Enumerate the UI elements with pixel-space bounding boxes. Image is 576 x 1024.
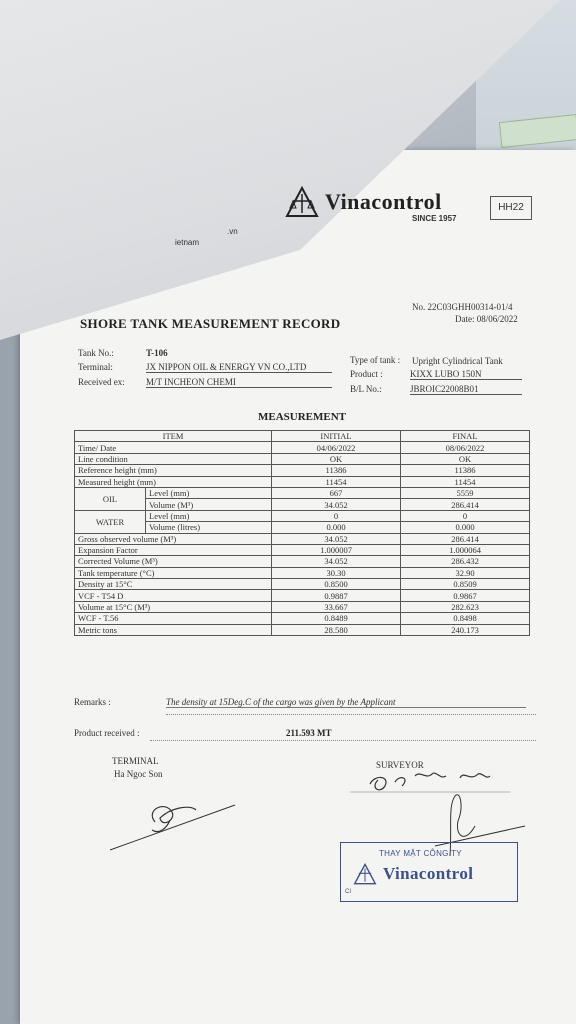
table-row bbox=[75, 556, 530, 567]
document-number: No. 22C03GHH00314-01/4 bbox=[412, 302, 513, 312]
remarks-line bbox=[166, 714, 536, 715]
table-row bbox=[75, 533, 530, 544]
company-stamp bbox=[340, 842, 518, 902]
final-value: 0 bbox=[401, 510, 530, 521]
water-group-label: WATER bbox=[75, 510, 146, 533]
final-value: 282.623 bbox=[401, 601, 530, 612]
terminal-sign-label: TERMINAL bbox=[112, 756, 159, 766]
initial-value: 28.580 bbox=[272, 624, 401, 635]
table-row bbox=[75, 624, 530, 635]
final-value: 5559 bbox=[401, 487, 530, 498]
row-label: Level (mm) bbox=[146, 487, 272, 498]
table-row bbox=[75, 567, 530, 578]
initial-value: 1.000007 bbox=[272, 544, 401, 555]
tank-no-label: Tank No.: bbox=[78, 348, 114, 358]
initial-value: 0.8500 bbox=[272, 579, 401, 590]
table-row bbox=[75, 465, 530, 476]
remarks-label: Remarks : bbox=[74, 697, 111, 707]
table-row bbox=[75, 476, 530, 487]
col-item: ITEM bbox=[75, 431, 272, 442]
table-row bbox=[75, 487, 530, 498]
stamp-top-text: THAY MẶT CÔNG TY bbox=[379, 849, 462, 858]
initial-value: OK bbox=[272, 453, 401, 464]
address-fragment-2: ietnam bbox=[175, 238, 200, 247]
terminal-signature bbox=[100, 790, 250, 860]
initial-value: 04/06/2022 bbox=[272, 442, 401, 453]
table-row bbox=[75, 442, 530, 453]
table-row bbox=[75, 601, 530, 612]
table-row bbox=[75, 453, 530, 464]
logo-text: Vinacontrol bbox=[325, 189, 442, 214]
row-label: Volume at 15°C (M³) bbox=[75, 601, 272, 612]
final-value: 0.000 bbox=[401, 522, 530, 533]
measurement-table bbox=[74, 430, 530, 636]
final-value: 0.8498 bbox=[401, 613, 530, 624]
initial-value: 667 bbox=[272, 487, 401, 498]
final-value: 286.414 bbox=[401, 499, 530, 510]
product-received-value: 211.593 MT bbox=[286, 728, 332, 738]
product-received-line bbox=[150, 740, 536, 741]
final-value: 0.8509 bbox=[401, 579, 530, 590]
table-row bbox=[75, 510, 530, 521]
table-row bbox=[75, 590, 530, 601]
row-label: Line condition bbox=[75, 453, 272, 464]
final-value: 1.000064 bbox=[401, 544, 530, 555]
row-label: Volume (litres) bbox=[146, 522, 272, 533]
initial-value: 0.9887 bbox=[272, 590, 401, 601]
initial-value: 34.052 bbox=[272, 533, 401, 544]
received-label: Received ex: bbox=[78, 377, 125, 387]
row-label: Reference height (mm) bbox=[75, 465, 272, 476]
final-value: 286.432 bbox=[401, 556, 530, 567]
product-value: KIXX LUBO 150N bbox=[410, 369, 522, 380]
row-label: Expansion Factor bbox=[75, 544, 272, 555]
oil-group-label: OIL bbox=[75, 487, 146, 510]
stamp-emblem-icon bbox=[353, 863, 377, 885]
since-text: SINCE 1957 bbox=[412, 214, 457, 223]
row-label: Tank temperature (°C) bbox=[75, 567, 272, 578]
initial-value: 34.052 bbox=[272, 556, 401, 567]
initial-value: 34.052 bbox=[272, 499, 401, 510]
initial-value: 33.667 bbox=[272, 601, 401, 612]
type-label: Type of tank : bbox=[350, 355, 401, 365]
initial-value: 11386 bbox=[272, 465, 401, 476]
row-label: Time/ Date bbox=[75, 442, 272, 453]
initial-value: 0.000 bbox=[272, 522, 401, 533]
product-label: Product : bbox=[350, 369, 383, 379]
form-code-box: HH22 bbox=[490, 196, 532, 220]
initial-value: 0 bbox=[272, 510, 401, 521]
col-initial: INITIAL bbox=[272, 431, 401, 442]
row-label: Volume (M³) bbox=[146, 499, 272, 510]
initial-value: 0.8489 bbox=[272, 613, 401, 624]
row-label: Gross observed volume (M³) bbox=[75, 533, 272, 544]
received-value: M/T INCHEON CHEMI bbox=[146, 377, 332, 388]
address-fragment bbox=[175, 226, 238, 248]
row-label: Measured height (mm) bbox=[75, 476, 272, 487]
page-title: SHORE TANK MEASUREMENT RECORD bbox=[80, 316, 341, 331]
terminal-value: JX NIPPON OIL & ENERGY VN CO.,LTD bbox=[146, 362, 332, 373]
table-row bbox=[75, 544, 530, 555]
table-header-row bbox=[75, 431, 530, 442]
row-label: Level (mm) bbox=[146, 510, 272, 521]
terminal-sign-name: Ha Ngoc Son bbox=[114, 769, 163, 779]
stamp-logo bbox=[353, 863, 473, 885]
row-label: WCF - T.56 bbox=[75, 613, 272, 624]
final-value: 286.414 bbox=[401, 533, 530, 544]
address-fragment-1: .vn bbox=[227, 227, 238, 236]
final-value: 08/06/2022 bbox=[401, 442, 530, 453]
initial-value: 11454 bbox=[272, 476, 401, 487]
bl-value: JBROIC22008B01 bbox=[410, 384, 522, 395]
vinacontrol-emblem-icon bbox=[285, 186, 319, 218]
stamp-code: CI bbox=[345, 889, 351, 895]
table-row bbox=[75, 579, 530, 590]
table-row bbox=[75, 613, 530, 624]
row-label: Density at 15°C bbox=[75, 579, 272, 590]
remarks-text: The density at 15Deg.C of the cargo was given by the Applicant bbox=[166, 697, 526, 708]
initial-value: 30.30 bbox=[272, 567, 401, 578]
bl-label: B/L No.: bbox=[350, 384, 382, 394]
final-value: 11386 bbox=[401, 465, 530, 476]
terminal-label: Terminal: bbox=[78, 362, 113, 372]
row-label: Metric tons bbox=[75, 624, 272, 635]
type-value: Upright Cylindrical Tank bbox=[412, 356, 503, 366]
document-date: Date: 08/06/2022 bbox=[455, 314, 518, 324]
final-value: OK bbox=[401, 453, 530, 464]
final-value: 0.9867 bbox=[401, 590, 530, 601]
row-label: VCF - T54 D bbox=[75, 590, 272, 601]
product-received-label: Product received : bbox=[74, 728, 140, 738]
final-value: 11454 bbox=[401, 476, 530, 487]
col-final: FINAL bbox=[401, 431, 530, 442]
surveyor-sign-label: SURVEYOR bbox=[376, 760, 424, 770]
final-value: 240.173 bbox=[401, 624, 530, 635]
final-value: 32.90 bbox=[401, 567, 530, 578]
row-label: Corrected Volume (M³) bbox=[75, 556, 272, 567]
tank-no-value: T-106 bbox=[146, 348, 168, 358]
stamp-name: Vinacontrol bbox=[383, 864, 474, 883]
measurement-heading: MEASUREMENT bbox=[258, 411, 347, 423]
